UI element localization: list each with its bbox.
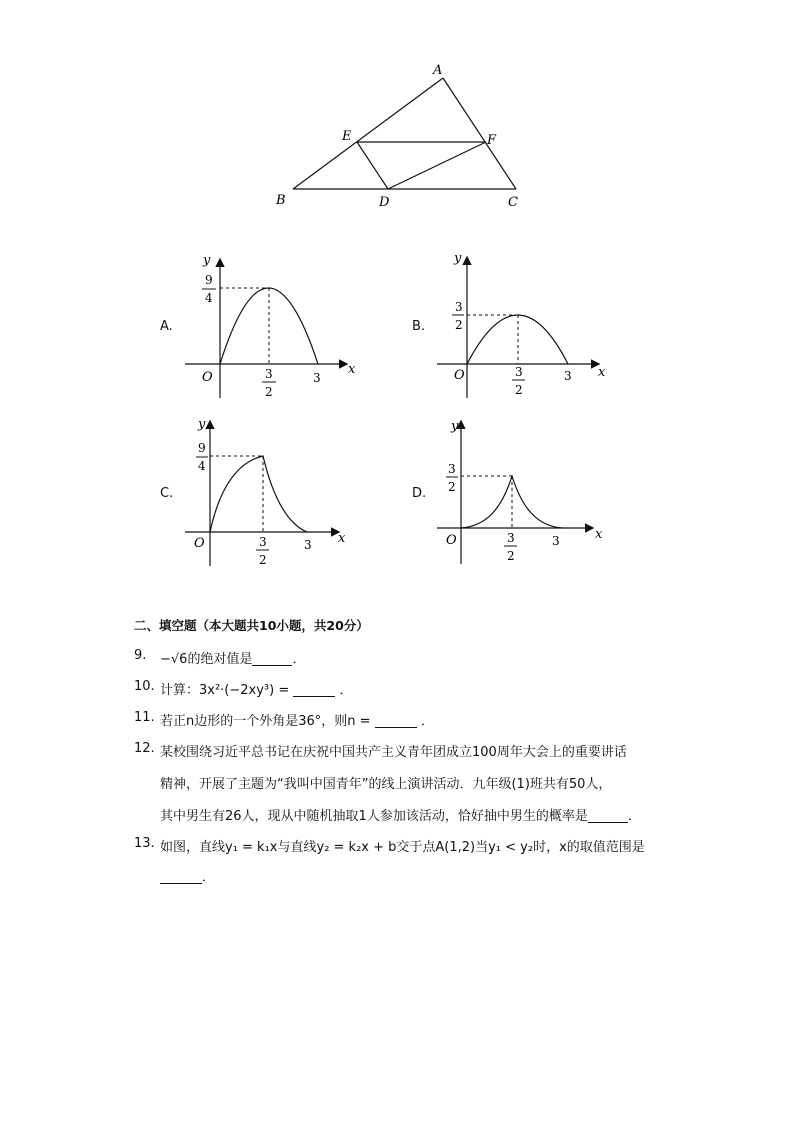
segment-df: [388, 142, 486, 189]
answer-blank[interactable]: [160, 869, 202, 884]
graph-c: [180, 418, 360, 570]
label-a: A: [433, 63, 443, 78]
question-text: 计算：3x²·(−2xy³) =: [160, 683, 290, 698]
answer-blank[interactable]: [588, 808, 628, 823]
option-d-label: D.: [412, 486, 427, 501]
svg-text:2: 2: [515, 383, 523, 397]
label-e: E: [342, 129, 352, 144]
side-ab: [293, 78, 443, 189]
label-b: B: [276, 193, 286, 208]
svg-text:O: O: [454, 368, 465, 383]
question-12-line3: 其中男生有26人，现从中随机抽取1人参加该活动，恰好抽中男生的概率是 ．: [160, 809, 641, 824]
svg-text:3: 3: [304, 538, 312, 552]
answer-blank[interactable]: [293, 682, 335, 697]
graph-d: [432, 418, 612, 570]
question-13-line2: ．: [160, 866, 215, 885]
option-c-label: C.: [160, 486, 174, 501]
svg-text:3: 3: [515, 365, 523, 379]
answer-blank[interactable]: [252, 651, 292, 666]
svg-text:x: x: [338, 531, 346, 546]
svg-text:3: 3: [313, 371, 321, 385]
svg-text:2: 2: [259, 553, 267, 567]
option-a-label: A.: [160, 319, 173, 334]
svg-text:3: 3: [448, 462, 456, 476]
graph-b: [432, 250, 612, 402]
svg-text:3: 3: [455, 300, 463, 314]
question-number: 12.: [134, 741, 155, 756]
curve-c: [210, 456, 307, 532]
question-text: −√6的绝对值是: [160, 652, 253, 667]
svg-text:9: 9: [205, 273, 213, 287]
svg-text:2: 2: [265, 385, 273, 399]
svg-text:2: 2: [507, 549, 515, 563]
label-d: D: [379, 195, 390, 210]
svg-text:3: 3: [507, 531, 515, 545]
svg-text:x: x: [348, 362, 356, 377]
question-number: 10.: [134, 679, 155, 694]
svg-text:y: y: [454, 251, 462, 266]
question-text: 若正n边形的一个外角是36°，则n =: [160, 714, 371, 729]
svg-text:y: y: [198, 418, 206, 432]
section-title: 二、填空题（本大题共10小题，共20分）: [134, 618, 369, 633]
svg-text:3: 3: [265, 367, 273, 381]
svg-text:4: 4: [198, 459, 206, 473]
graph-a: [180, 250, 360, 402]
svg-text:x: x: [598, 365, 606, 380]
svg-text:O: O: [194, 536, 205, 551]
segment-ed: [357, 142, 388, 189]
answer-blank[interactable]: [375, 713, 417, 728]
question-12-line2: 精神，开展了主题为“我叫中国青年”的线上演讲活动．九年级(1)班共有50人，: [160, 777, 612, 792]
svg-text:x: x: [595, 527, 603, 542]
svg-text:3: 3: [552, 534, 560, 548]
svg-text:4: 4: [205, 291, 213, 305]
svg-text:O: O: [446, 533, 457, 548]
question-text-line1: 某校围绕习近平总书记在庆祝中国共产主义青年团成立100周年大会上的重要讲话: [160, 745, 627, 760]
svg-text:3: 3: [259, 535, 267, 549]
side-ac: [443, 78, 516, 189]
question-number: 13.: [134, 836, 155, 851]
label-f: F: [487, 133, 497, 148]
triangle-figure: [270, 60, 530, 220]
question-number: 9.: [134, 648, 147, 663]
svg-text:y: y: [451, 419, 459, 434]
svg-text:O: O: [202, 370, 213, 385]
svg-text:3: 3: [564, 369, 572, 383]
question-number: 11.: [134, 710, 155, 725]
svg-text:y: y: [203, 253, 211, 268]
label-c: C: [508, 195, 518, 210]
svg-text:2: 2: [448, 480, 456, 494]
svg-text:2: 2: [455, 318, 463, 332]
option-b-label: B.: [412, 319, 426, 334]
question-text-line1: 如图，直线y₁ = k₁x与直线y₂ = k₂x + b交于点A(1,2)当y₁ < y₂时，x的取值范围是: [160, 840, 645, 855]
svg-text:9: 9: [198, 441, 206, 455]
